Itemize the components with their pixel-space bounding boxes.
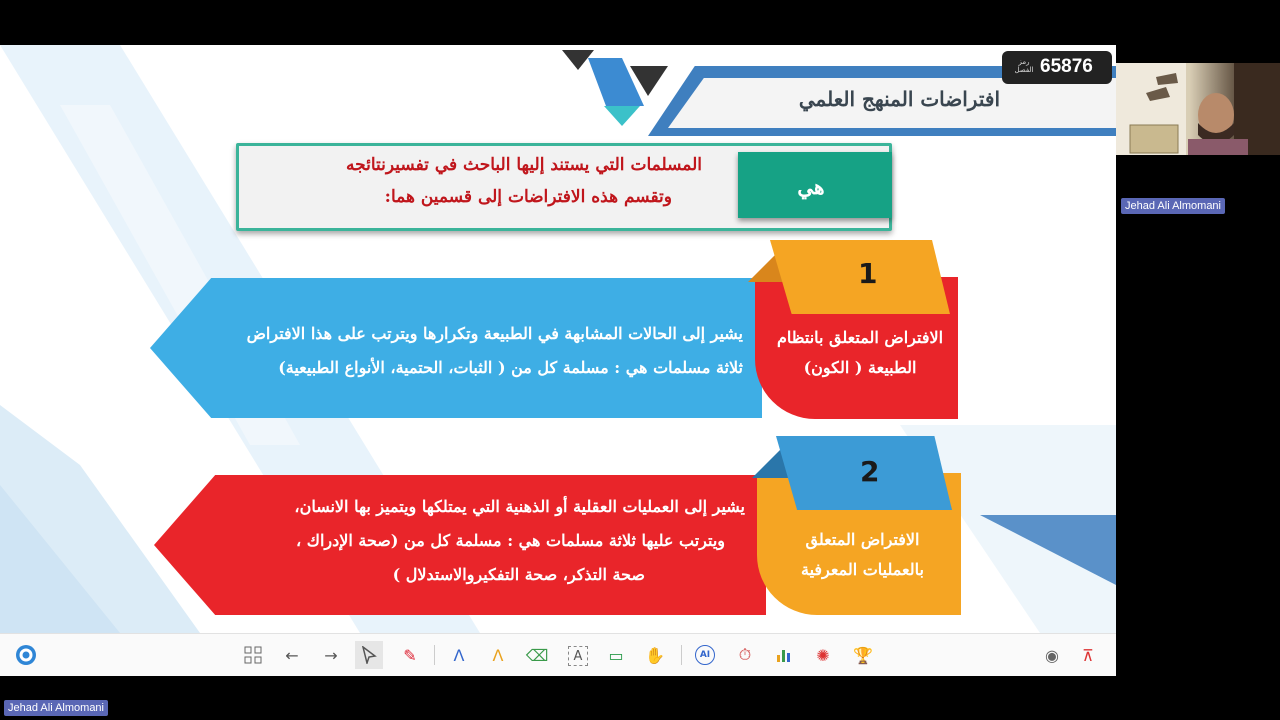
grid-icon[interactable]	[239, 641, 267, 669]
whiteboard-toolbar	[0, 633, 1116, 676]
class-code-value: 65876	[1040, 56, 1093, 77]
app-logo-icon[interactable]	[12, 641, 40, 669]
item-1-title-line-1: الافتراض المتعلق بانتظام	[776, 328, 944, 347]
chart-icon[interactable]	[770, 641, 798, 669]
item-2-title-line-1: الافتراض المتعلق	[805, 530, 920, 549]
item-1-title	[765, 323, 955, 383]
pen-icon[interactable]: Ʌ	[453, 645, 465, 665]
presentation-slide	[0, 45, 1116, 633]
laser-pen-icon[interactable]: ✎	[403, 645, 417, 665]
slide-title: افتراضات المنهج العلمي	[798, 87, 1000, 111]
item-1-title-line-2: الطبيعة ( الكون)	[803, 358, 917, 377]
screen-capture-icon[interactable]: ▭	[608, 645, 624, 665]
text-icon[interactable]: A	[568, 646, 588, 666]
camera-name-tag: Jehad Ali Almomani	[1121, 198, 1225, 214]
hand-icon[interactable]: ✋	[645, 645, 665, 665]
item-1-desc-line-1: يشير إلى الحالات المشابهة في الطبيعة وتكرارها ويترتب على هذا الافتراض	[246, 324, 743, 343]
item-2-desc-line-1: يشير إلى العمليات العقلية أو الذهنية التي يمتلكها ويتميز بها الانسان،	[294, 497, 745, 516]
toolbar-divider	[434, 645, 435, 665]
wheel-icon[interactable]: ✺	[816, 645, 830, 665]
participant-video[interactable]	[1116, 63, 1280, 155]
forward-arrow-icon[interactable]: →	[324, 645, 338, 665]
definition-tab-label: هي	[797, 175, 825, 199]
item-2-title-line-2: بالعمليات المعرفية	[801, 560, 924, 579]
item-2-desc-line-2: ويترتب عليها ثلاثة مسلمات هي : مسلمة كل من (صحة الإدراك ،	[296, 531, 725, 550]
definition-line-1: المسلمات التي يستند إليها الباحث في تفسيرنتائجه	[346, 155, 702, 175]
pointer-icon[interactable]	[355, 641, 383, 669]
timer-icon[interactable]: ⏱	[738, 645, 752, 664]
person-video-icon	[1116, 63, 1280, 155]
item-2-desc-line-3: صحة التذكر، صحة التفكيروالاستدلال )	[392, 565, 645, 584]
class-code-label: رمز الفصل	[1014, 58, 1034, 74]
ai-label: AI	[695, 645, 715, 665]
trophy-icon[interactable]: 🏆	[853, 645, 873, 665]
item-1-description	[165, 317, 743, 385]
highlighter-icon[interactable]: Ʌ	[492, 645, 504, 665]
item-1-number: 1	[858, 257, 878, 290]
item-2-description	[185, 490, 745, 592]
ai-icon[interactable]	[691, 641, 719, 669]
item-2-title	[770, 525, 955, 585]
eraser-icon[interactable]: ⌫	[525, 645, 549, 665]
back-arrow-icon[interactable]: ←	[285, 645, 299, 665]
self-name-tag: Jehad Ali Almomani	[4, 700, 108, 716]
logo-triangles	[560, 48, 670, 128]
presentation-icon[interactable]: ⊼	[1082, 645, 1094, 665]
item-2-number: 2	[860, 455, 880, 488]
definition-text	[250, 149, 702, 213]
eye-hide-icon[interactable]: ◉	[1045, 645, 1059, 665]
definition-line-2: وتقسم هذه الافتراضات إلى قسمين هما:	[384, 187, 672, 207]
item-1-desc-line-2: ثلاثة مسلمات هي : مسلمة كل من ( الثبات، الحتمية، الأنواع الطبيعية)	[278, 358, 743, 377]
toolbar-divider	[681, 645, 682, 665]
